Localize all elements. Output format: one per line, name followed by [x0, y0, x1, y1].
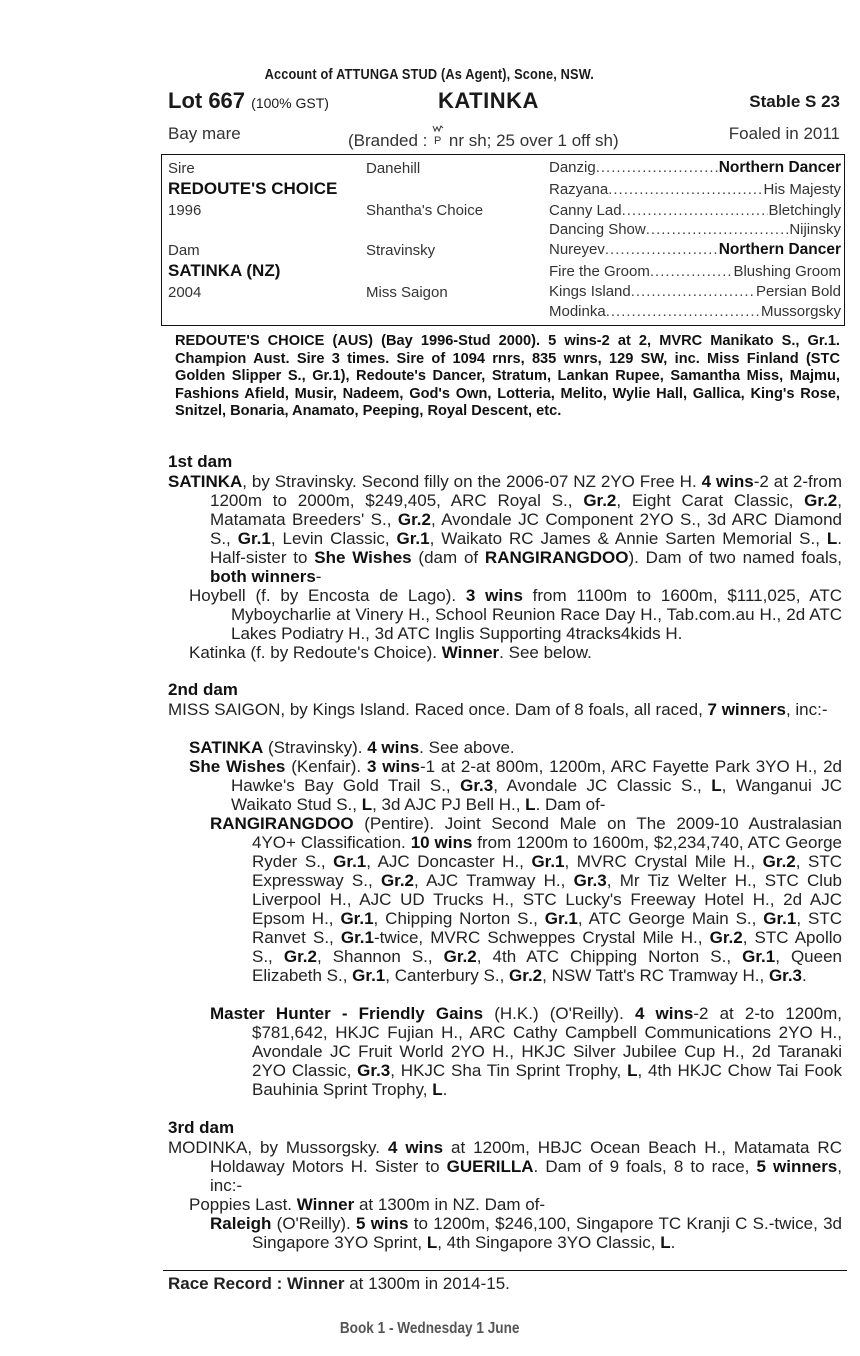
svg-text:P: P	[434, 135, 442, 147]
footer-text: Book 1 - Wednesday 1 June	[340, 1320, 520, 1337]
third-dam-heading: 3rd dam	[168, 1118, 235, 1137]
gen3-right: Nijinsky	[789, 221, 841, 238]
gen3-row	[549, 303, 841, 320]
gen3-row	[549, 159, 841, 177]
she-wishes-entry: She Wishes (Kenfair). 3 wins-1 at 2-at 800m, 1200m, ARC Fayette Park 3YO H., 2d Hawke's Bay Gold Trail S., Gr.3, Avondale JC Classic S., L, Wanganui JC Waikato Stud S., L, 3d AJC PJ Bell H., L. Dam of-	[189, 757, 842, 814]
account-line: Account of ATTUNGA STUD (As Agent), Scone, NSW.	[264, 66, 594, 83]
gen3-right: Bletchingly	[768, 202, 841, 219]
gen3-right: Mussorgsky	[760, 303, 841, 320]
modinka-entry: MODINKA, by Mussorgsky. 4 wins at 1200m, HBJC Ocean Beach H., Matamata RC Holdaway Motors H. Sister to GUERILLA. Dam of 9 foals, 8 to race, 5 winners, inc:-	[168, 1138, 842, 1195]
master-hunter-entry: Master Hunter - Friendly Gains (H.K.) (O'Reilly). 4 wins-2 at 2-to 1200m, $781,642, HKJC Fujian H., ARC Cathy Campbell Communications 2YO H., Avondale JC Fruit World 2YO H., HKJC Silver Jubilee Cup H., 2d Taranaki 2YO Classic, Gr.3, HKJC Sha Tin Sprint Trophy, L, 4th HKJC Chow Tai Fook Bauhinia Sprint Trophy, L.	[210, 1004, 842, 1099]
rangirangdoo-entry: RANGIRANGDOO (Pentire). Joint Second Male on The 2009-10 Australasian 4YO+ Classification. 10 wins from 1200m to 1600m, $2,234,740, ATC George Ryder S., Gr.1, AJC Doncaster H., Gr.1, MVRC Crystal Mile H., Gr.2, STC Expressway S., Gr.2, AJC Tramway H., Gr.3, Mr Tiz Welter H., STC Club Liverpool H., AJC UD Trucks H., STC Lucky's Freeway Hotel H., 2d AJC Epsom H., Gr.1, Chipping Norton S., Gr.1, ATC George Main S., Gr.1, STC Ranvet S., Gr.1-twice, MVRC Schweppes Crystal Mile H., Gr.2, STC Apollo S., Gr.2, Shannon S., Gr.2, 4th ATC Chipping Norton S., Gr.1, Queen Elizabeth S., Gr.1, Canterbury S., Gr.2, NSW Tatt's RC Tramway H., Gr.3.	[210, 814, 843, 985]
sire-summary: REDOUTE'S CHOICE (AUS) (Bay 1996-Stud 2000). 5 wins-2 at 2, MVRC Manikato S., Gr.1. Champion Aust. Sire 3 times. Sire of 1094 rnrs, 835 wnrs, 129 SW, inc. Miss Finland (STC Golden Slipper S., Gr.1), Redoute's Dancer, Stratum, Lankan Rupee, Samantha Miss, Majmu, Fashions Afield, Musir, Nadeem, God's Own, Lotteria, Melito, Wylie Hall, Gallica, King's Rose, Snitzel, Bonaria, Anamato, Peeping, Royal Descent, etc.	[175, 333, 840, 419]
leader-dots	[650, 263, 734, 280]
leader-dots	[631, 283, 756, 300]
miss-saigon-entry: MISS SAIGON, by Kings Island. Raced once. Dam of 8 foals, all raced, 7 winners, inc:-	[168, 700, 828, 719]
lot-number	[168, 88, 329, 114]
gen3-right: His Majesty	[763, 181, 841, 198]
gen3-row	[549, 283, 841, 300]
dam-label: Dam	[168, 242, 200, 259]
gen2-sire-dam: Shantha's Choice	[366, 202, 484, 219]
leader-dots	[646, 221, 790, 238]
raleigh-entry: Raleigh (O'Reilly). 5 wins to 1200m, $246,100, Singapore TC Kranji C S.-twice, 3d Singapore 3YO Sprint, L, 4th Singapore 3YO Classic, L.	[210, 1214, 842, 1252]
katinka-entry: Katinka (f. by Redoute's Choice). Winner. See below.	[189, 643, 592, 662]
gen3-right: Blushing Groom	[733, 263, 841, 280]
second-dam-heading: 2nd dam	[168, 680, 238, 699]
pedigree-table	[161, 154, 845, 326]
race-record: Race Record : Winner at 1300m in 2014-15.	[168, 1274, 510, 1293]
dam-year: 2004	[168, 284, 202, 301]
page-footer	[0, 1320, 860, 1338]
gen2-sire-sire: Danehill	[366, 160, 421, 177]
leader-dots	[606, 303, 761, 320]
satinka-progeny: SATINKA (Stravinsky). 4 wins. See above.	[189, 738, 515, 757]
gst-note: (100% GST)	[251, 95, 329, 111]
gen3-left: Canny Lad	[549, 202, 622, 219]
dam-name: SATINKA (NZ)	[168, 261, 281, 280]
stable-number: Stable S 23	[749, 92, 840, 111]
lot-label: Lot 667	[168, 88, 246, 113]
leader-dots	[596, 159, 719, 177]
gen3-left: Nureyev	[549, 241, 605, 258]
leader-dots	[622, 202, 769, 219]
horse-name: KATINKA	[438, 88, 539, 113]
gen3-row	[549, 263, 841, 280]
gen3-right: Northern Dancer	[718, 159, 841, 176]
foaled-year: Foaled in 2011	[728, 124, 840, 143]
gen3-row	[549, 221, 841, 238]
gen3-row	[549, 241, 841, 259]
gen2-dam-dam: Miss Saigon	[366, 284, 448, 301]
leader-dots	[608, 181, 763, 198]
gen3-left: Kings Island	[549, 283, 631, 300]
sire-name: REDOUTE'S CHOICE	[168, 179, 338, 198]
gen3-row	[549, 181, 841, 198]
gen3-left: Dancing Show	[549, 221, 646, 238]
gen3-right: Northern Dancer	[718, 241, 841, 258]
divider	[163, 1270, 847, 1271]
gen2-dam-sire: Stravinsky	[366, 242, 436, 259]
gen3-left: Modinka	[549, 303, 606, 320]
brand-mark-icon	[432, 124, 444, 148]
first-dam-heading: 1st dam	[168, 452, 233, 471]
poppies-last-entry: Poppies Last. Winner at 1300m in NZ. Dam of-	[189, 1195, 546, 1214]
sex-colour: Bay mare	[168, 124, 241, 143]
gen3-right: Persian Bold	[755, 283, 841, 300]
gen3-left: Danzig	[549, 159, 596, 176]
sire-label: Sire	[168, 160, 195, 177]
brand-suffix: nr sh; 25 over 1 off sh)	[448, 131, 619, 150]
hoybell-entry: Hoybell (f. by Encosta de Lago). 3 wins from 1100m to 1600m, $111,025, ATC Myboycharlie at Vinery H., School Reunion Race Day H., Tab.com.au H., 2d ATC Lakes Podiatry H., 3d ATC Inglis Supporting 4tracks4kids H.	[189, 586, 843, 643]
gen3-left: Fire the Groom	[549, 263, 650, 280]
gen3-row	[549, 202, 841, 219]
satinka-entry: SATINKA, by Stravinsky. Second filly on the 2006-07 NZ 2YO Free H. 4 wins-2 at 2-from 1200m to 2000m, $249,405, ARC Royal S., Gr.2, Eight Carat Classic, Gr.2, Matamata Breeders' S., Gr.2, Avondale JC Component 2YO S., 3d ARC Diamond S., Gr.1, Levin Classic, Gr.1, Waikato RC James & Annie Sarten Memorial S., L. Half-sister to She Wishes (dam of RANGIRANGDOO). Dam of two named foals, both winners-	[168, 472, 843, 586]
brand-prefix: (Branded :	[348, 131, 428, 150]
sire-year: 1996	[168, 202, 202, 219]
gen3-left: Razyana	[549, 181, 609, 198]
leader-dots	[605, 241, 719, 259]
brand-info	[348, 124, 619, 151]
